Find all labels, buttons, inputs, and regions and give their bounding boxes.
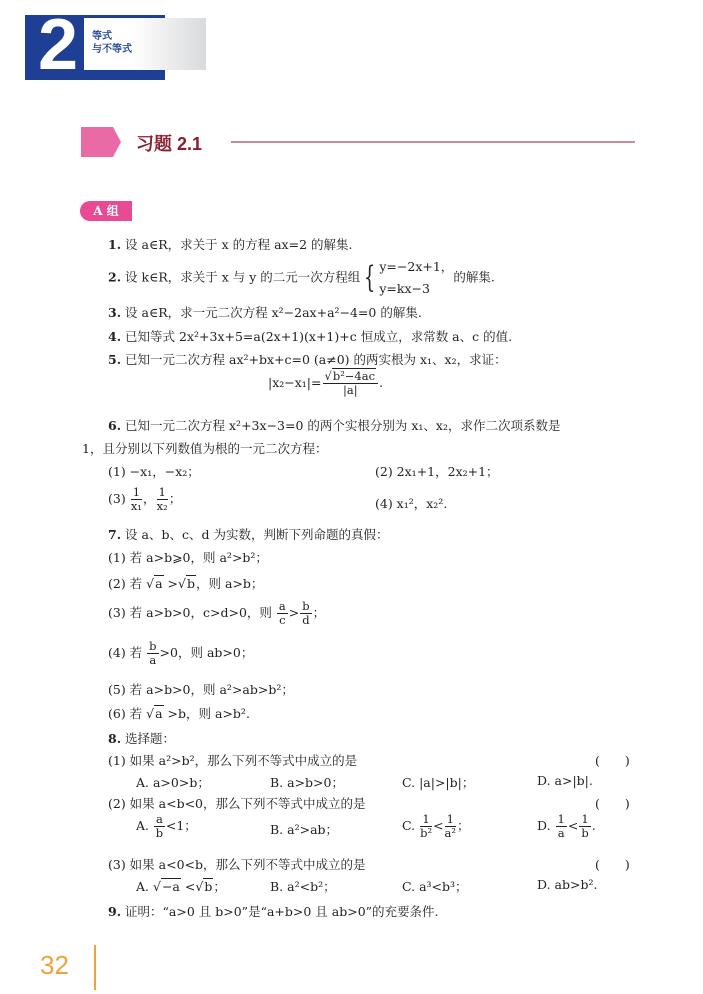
denominator: c [279,613,286,627]
text: ； [213,879,226,894]
numerator: 1 [420,813,432,827]
denominator: x₁ [130,499,142,513]
numerator: 1 [132,485,141,499]
sub-item: (2) 2x₁+1，2x₂+1； [375,464,499,479]
equation: y=kx−3 [379,281,430,296]
numerator: a [156,812,163,826]
problem-number: 7. [108,527,122,542]
option-d: D. ab>b². [537,877,598,892]
problem-number: 6. [108,418,122,433]
option-b: B. a²<b²； [270,879,336,894]
option-b: B. a²>ab； [270,822,339,837]
answer-blank: ( ) [595,796,630,811]
numerator: a [278,599,286,613]
problem-text: 已知等式 2x²+3x+5=a(2x+1)(x+1)+c 恒成立，求常数 a、c 的值. [121,329,513,344]
problem-9 [108,902,439,920]
text: >√ [163,576,186,591]
radicand: b [204,879,213,894]
problem-text: 的解集. [453,269,495,285]
text: ； [457,818,470,833]
page-number: 32 [40,950,69,980]
sub-item: (5) 若 a>b>0，则 a²>ab>b²； [108,682,294,697]
denominator: a [149,653,157,667]
answer-blank: ( ) [595,857,630,872]
text: < [567,818,579,833]
problem-number: 8. [108,731,122,746]
problem-text: 设 k∈R，求关于 x 与 y 的二元一次方程组 [121,269,361,285]
problem-8 [108,729,175,747]
text: A. √ [136,879,161,894]
equation-system [379,256,453,300]
numerator: b [149,639,157,653]
fraction [157,486,168,513]
chapter-title-line1: 等式 [92,31,112,42]
option-a [136,877,226,895]
problem-text: 1，且分别以下列数值为根的一元二次方程： [82,441,328,456]
sub-item: (1) −x₁，−x₂； [108,464,200,479]
option-c [402,813,470,840]
radicand: b [187,576,196,591]
label: A. [136,818,150,833]
fraction [323,370,379,397]
answer-blank: ( ) [595,753,630,768]
text: (2) 若 √ [108,576,155,591]
denominator: b² [420,826,433,840]
fraction [445,813,456,840]
option-b: B. a>b>0； [270,775,344,790]
numerator: 1 [158,485,166,499]
denominator: a² [444,826,457,840]
text: ； [312,605,326,620]
problem-text: 选择题： [121,731,176,746]
sub-question: (1) 如果 a²>b²，那么下列不等式中成立的是 [108,753,358,768]
fraction [556,813,567,840]
text: . [591,818,596,833]
sub-question: (2) 如果 a<b<0，那么下列不等式中成立的是 [108,796,366,811]
sub-question: (3) 如果 a<0<b，那么下列不等式中成立的是 [108,857,366,872]
option-d [537,813,596,840]
denominator: |a| [342,383,358,397]
problem-3 [108,303,422,321]
text: ，则 a>b； [196,576,264,591]
problem-number: 1. [108,237,122,252]
brace: { [364,260,376,295]
text: > [288,605,300,620]
equation: y=−2x+1， [379,259,454,274]
option-a: A. a>0>b； [136,775,210,790]
denominator: b [581,826,589,840]
fraction [277,600,288,627]
denominator: d [302,613,310,627]
fraction [579,813,590,840]
numerator: √b²−4ac [323,370,379,384]
fraction [420,813,432,840]
chapter-title [92,30,132,56]
problem-number: 4. [108,329,122,344]
problem-4 [108,327,512,345]
sub-item [108,704,250,722]
problem-text: 设 a、b、c、d 为实数，判断下列命题的真假： [121,527,389,542]
fraction [154,813,165,840]
option-c: C. a³<b³； [402,879,468,894]
group-badge: A 组 [80,201,132,221]
text: <√ [180,879,204,894]
formula-lhs: |x₂−x₁|= [268,375,322,390]
sub-item: (1) 若 a>b⩾0，则 a²>b²； [108,550,268,565]
problem-6 [108,416,560,434]
numerator: 1 [557,812,565,826]
problem-text: 已知一元二次方程 ax²+bx+c=0 (a≠0) 的两实根为 x₁、x₂，求证： [121,352,507,367]
text: (3) 若 a>b>0，c>d>0，则 [108,605,272,620]
problem-number: 5. [108,352,122,367]
page-number-divider [94,945,96,990]
label: D. [537,818,551,833]
option-c: C. |a|>|b|； [402,775,475,790]
sub-item: (3) $\frac{1}{\text{x₁}}$ ， $\frac{1}{\text{x₂}}$ ； [108,485,182,513]
problem-7 [108,525,388,543]
numerator: b [302,599,310,613]
problem-2 [108,256,495,300]
denominator: b [155,826,164,840]
option-d: D. a>|b|. [537,773,593,788]
text: (4) 若 [108,645,143,660]
text: (6) 若 √ [108,706,155,721]
problem-1 [108,235,352,253]
formula [268,370,383,397]
punct: . [379,375,384,390]
problem-text: 设 a∈R，求一元二次方程 x²−2ax+a²−4=0 的解集. [121,305,422,320]
problem-number: 9. [108,904,122,919]
label: (3) [108,491,126,506]
fraction [300,600,311,627]
sub-item [108,640,253,667]
problem-text: 已知一元二次方程 x²+3x−3=0 的两个实根分别为 x₁、x₂，求作二次项系数是 [121,418,561,433]
radicand: a [155,706,163,721]
problem-text: 设 a∈R，求关于 x 的方程 ax=2 的解集. [121,237,353,252]
chapter-title-line2: 与不等式 [92,44,132,55]
problem-text: 证明：“a>0 且 b>0”是“a+b>0 且 ab>0”的充要条件. [121,904,439,919]
denominator: x₂ [156,499,168,513]
text: >0，则 ab>0； [159,645,254,660]
chapter-number: 2 [38,5,79,85]
sub-item [108,574,263,592]
radicand: a [155,576,163,591]
label: C. [402,818,416,833]
text: < [433,818,444,833]
title-rule [231,141,635,143]
numerator: 1 [581,812,589,826]
problem-5 [108,350,507,368]
denominator: a [557,826,565,840]
option-a [136,813,197,840]
fraction [147,640,158,667]
problem-number: 2. [108,269,122,285]
sub-item: (4) x₁²，x₂². [375,496,448,511]
radicand: b²−4ac [332,369,376,383]
text: <1； [165,818,197,833]
exercise-title: 习题 2.1 [136,134,203,154]
problem-number: 3. [108,305,122,320]
numerator: 1 [445,813,456,827]
sub-item [108,600,325,627]
fraction [131,486,142,513]
arrow-icon [81,127,121,157]
radicand: −a [161,879,180,894]
text: >b，则 a>b². [163,706,250,721]
